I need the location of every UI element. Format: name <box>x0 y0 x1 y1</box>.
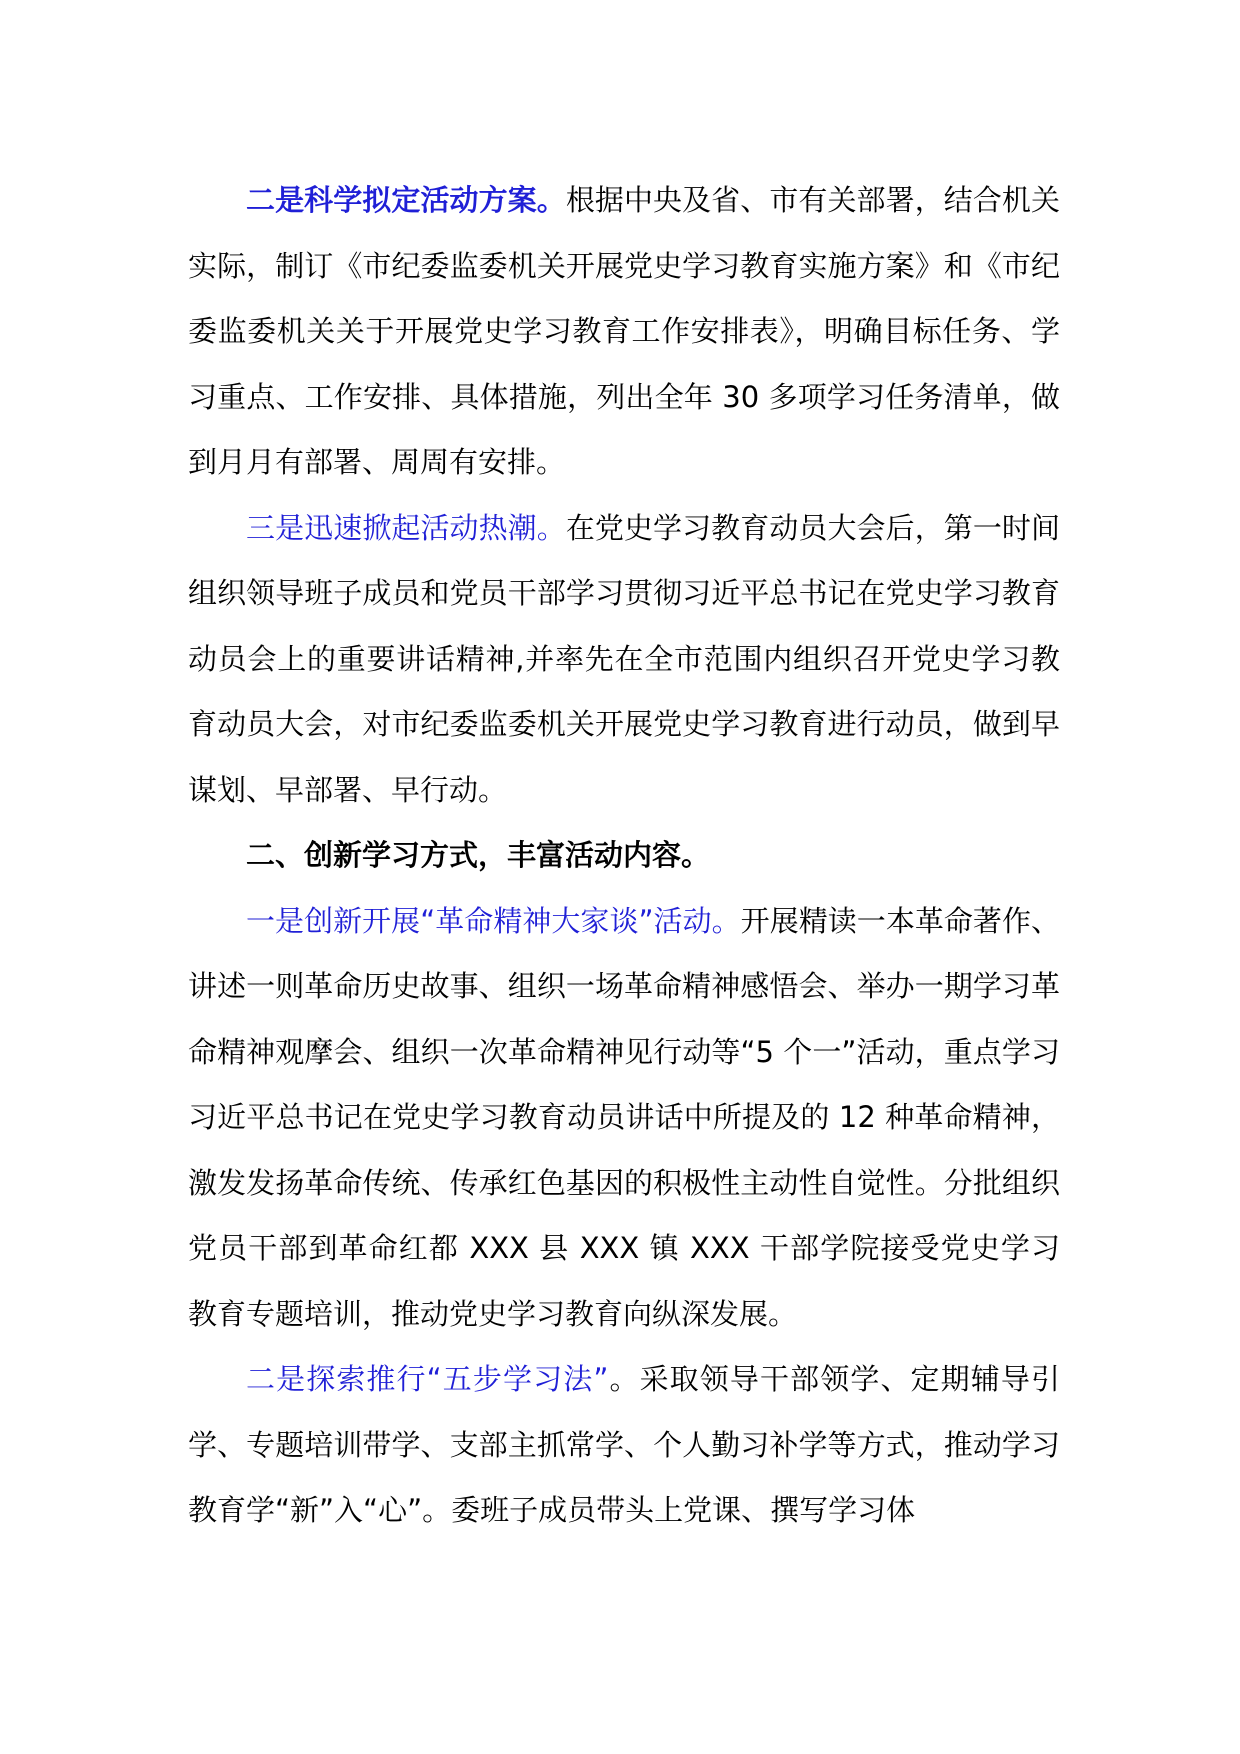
paragraph-activity-upsurge <box>188 496 1060 824</box>
paragraph-body: 在党史学习教育动员大会后，第一时间组织领导班子成员和党员干部学习贯彻习近平总书记在党史学习教育动员会上的重要讲话精神,并率先在全市范围内组织召开党史学习教育动员大会，对市纪委监委机关开展党史学习教育进行动员，做到早谋划、早部署、早行动。 <box>188 510 1060 807</box>
document-body <box>188 168 1060 1544</box>
paragraph-five-step-method <box>188 1347 1060 1544</box>
paragraph-lead: 二是探索推行“五步学习法” <box>246 1362 609 1396</box>
paragraph-body: 。采取领导干部领学、定期辅导引学、专题培训带学、支部主抓常学、个人勤习补学等方式，推动学习教育学“新”入“心”。委班子成员带头上党课、撰写学习体 <box>188 1362 1060 1527</box>
section-heading: 二、创新学习方式，丰富活动内容。 <box>246 838 711 872</box>
paragraph-lead: 三是迅速掀起活动热潮。 <box>246 510 566 545</box>
paragraph-scientific-plan <box>188 168 1060 496</box>
paragraph-body: 根据中央及省、市有关部署，结合机关实际，制订《市纪委监委机关开展党史学习教育实施方案》和《市纪委监委机关关于开展党史学习教育工作安排表》，明确目标任务、学习重点、工作安排、具体措施，列出全年 30 多项学习任务清单，做到月月有部署、周周有安排。 <box>188 183 1060 479</box>
paragraph-revolutionary-spirit <box>188 889 1060 1348</box>
paragraph-lead: 二是科学拟定活动方案。 <box>246 183 566 217</box>
paragraph-lead: 一是创新开展“革命精神大家谈”活动。 <box>246 903 741 938</box>
paragraph-body: 开展精读一本革命著作、讲述一则革命历史故事、组织一场革命精神感悟会、举办一期学习革命精神观摩会、组织一次革命精神见行动等“5 个一”活动，重点学习习近平总书记在党史学习教育动员讲话中所提及的 12 种革命精神，激发发扬革命传统、传承红色基因的积极性主动性自觉性。分批组织党员干部到革命红都 XXX 县 XXX 镇 XXX 干部学院接受党史学习教育专题培训，推动党史学习教育向纵深发展。 <box>188 903 1060 1331</box>
